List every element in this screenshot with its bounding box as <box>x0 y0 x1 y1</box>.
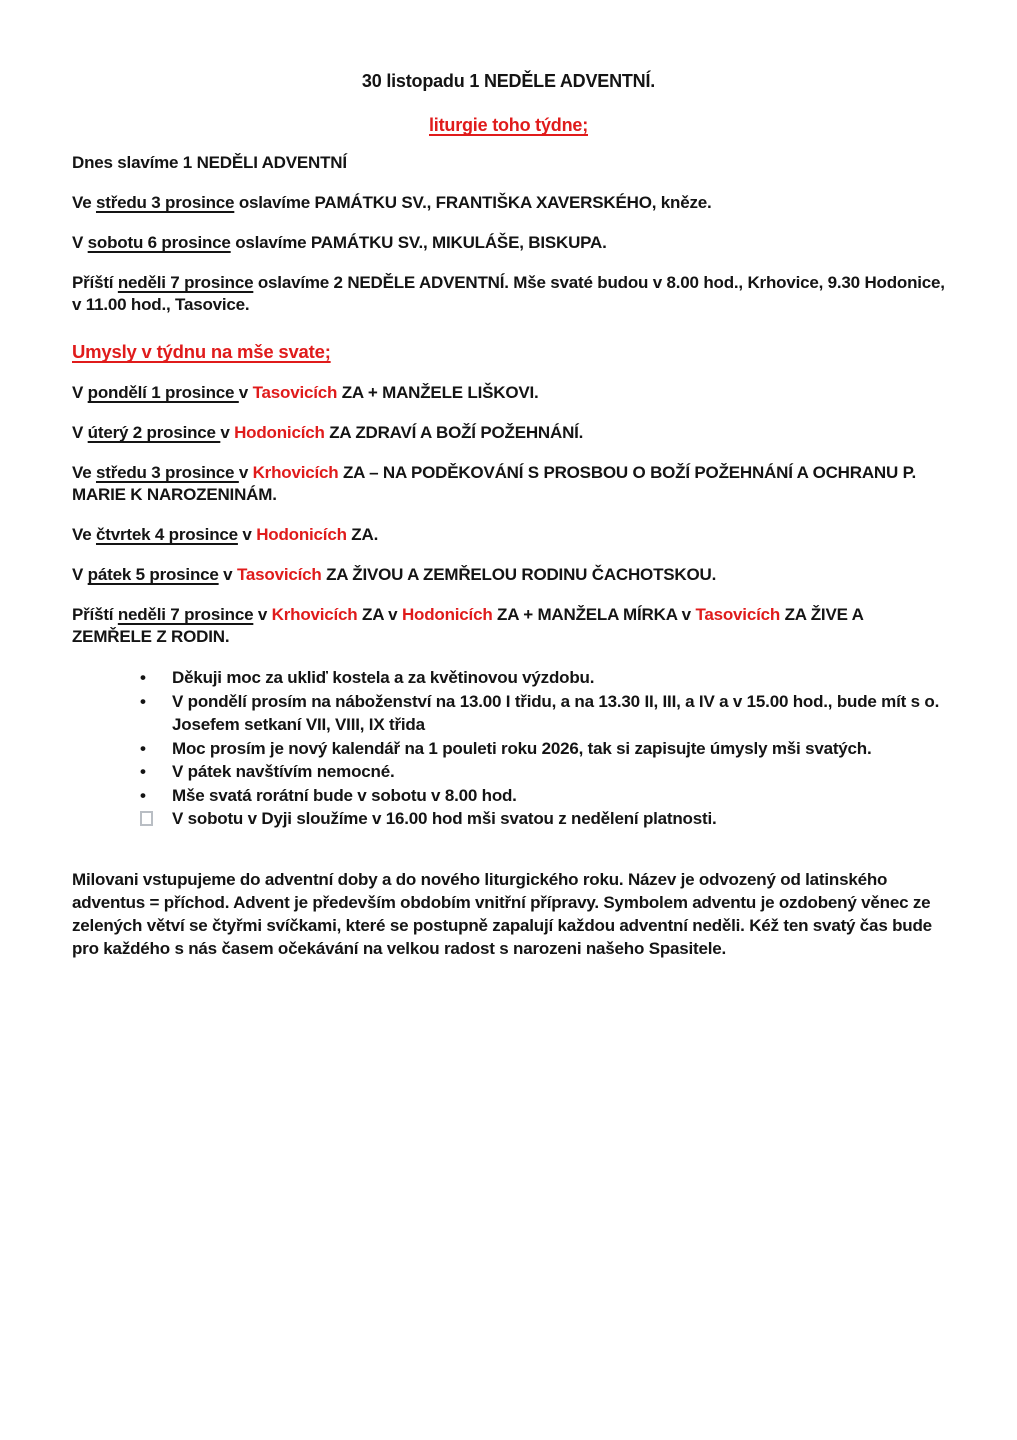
text-run: oslavíme PAMÁTKU SV., FRANTIŠKA XAVERSKÉHO, kněze. <box>234 193 712 212</box>
date-underlined: středu 3 prosince <box>95 193 235 212</box>
announcement-item <box>140 807 945 831</box>
place-name: Hodonicích <box>234 423 325 442</box>
text-run: V <box>72 233 88 252</box>
text-run: ZA ŽIVE A ZEMŘELE Z RODIN. <box>72 605 864 646</box>
date-underlined: úterý 2 prosince <box>87 423 221 442</box>
text-run: v <box>220 423 235 442</box>
text-run: Příští <box>72 273 118 292</box>
paragraph-thursday-intention <box>72 524 945 546</box>
date-underlined: středu 3 prosince <box>95 463 239 482</box>
text-run: Ve <box>72 525 96 544</box>
text-run: ZA v <box>357 605 402 624</box>
bullet-icon <box>140 784 160 808</box>
text-run: ZA + MANŽELE LIŠKOVI. <box>337 383 539 402</box>
paragraph-wednesday-feast <box>72 192 945 214</box>
announcement-text: V pondělí prosím na náboženství na 13.00 I třidu, a na 13.30 II, III, a IV a v 15.00 hod., bude mít s o. Josefem setkaní VII, VIII, IX třida <box>172 691 940 734</box>
text-run: Příští <box>72 605 118 624</box>
date-underlined: neděli 7 prosince <box>117 605 254 624</box>
paragraph-wednesday-intention <box>72 462 945 506</box>
announcement-text: Mše svatá rorátní bude v sobotu v 8.00 hod. <box>172 785 517 805</box>
place-name: Tasovicích <box>695 605 781 624</box>
text-run: ZA. <box>346 525 379 544</box>
missing-glyph-box-icon <box>140 811 153 826</box>
paragraph-next-sunday-intention <box>72 604 945 648</box>
date-underlined: pátek 5 prosince <box>87 565 219 584</box>
announcement-text: V pátek navštívím nemocné. <box>172 762 395 781</box>
place-name: Krhovicích <box>271 605 358 624</box>
paragraph-tuesday-intention <box>72 422 945 444</box>
date-underlined: neděli 7 prosince <box>117 273 254 292</box>
liturgy-heading: liturgie toho týdne; <box>429 115 588 135</box>
intentions-heading: Umysly v týdnu na mše svate; <box>72 341 331 362</box>
document-title: 30 listopadu 1 NEDĚLE ADVENTNÍ. <box>361 71 656 91</box>
bullet-icon <box>140 690 160 714</box>
text-run: oslavíme PAMÁTKU SV., MIKULÁŠE, BISKUPA. <box>230 233 607 252</box>
text-run: ZA + MANŽELA MÍRKA v <box>492 605 696 624</box>
bullet-icon <box>140 666 160 690</box>
closing-paragraph: Milovani vstupujeme do adventní doby a do nového liturgického roku. Název je odvozený od latinského adventus = příchod. Advent je především obdobím vnitřní přípravy. Symbolem adventu je ozdobený věnec ze zelených větví se čtyřmi svíčkami, které se postupně zapalují každou adventní neděli. Kéž ten svatý čas bude pro každého s nás časem očekávání na velkou radost s narozeni našeho Spasitele. <box>72 869 932 958</box>
paragraph-today-feast <box>72 152 945 174</box>
announcements-list <box>140 666 945 831</box>
text-run: v <box>238 463 253 482</box>
text-run: Ve <box>72 463 96 482</box>
text-run: Dnes slavíme 1 NEDĚLI ADVENTNÍ <box>72 153 347 172</box>
text-run: Ve <box>72 193 96 212</box>
text-run: v <box>238 383 253 402</box>
announcement-text: V sobotu v Dyji sloužíme v 16.00 hod mši svatou z nedělení platnosti. <box>172 809 717 828</box>
paragraph-next-sunday-feast <box>72 272 945 316</box>
text-run: ZA ZDRAVÍ A BOŽÍ POŽEHNÁNÍ. <box>324 423 584 442</box>
announcement-item <box>140 666 945 690</box>
announcement-item <box>140 690 945 737</box>
text-run: V <box>72 383 88 402</box>
text-run: ZA ŽIVOU A ZEMŘELOU RODINU ČACHOTSKOU. <box>321 565 717 584</box>
date-underlined: čtvrtek 4 prosince <box>95 525 238 544</box>
place-name: Hodonicích <box>256 525 347 544</box>
text-run: v <box>237 525 257 544</box>
announcement-item <box>140 760 945 784</box>
text-run: oslavíme 2 NEDĚLE ADVENTNÍ. Mše svaté budou v 8.00 hod., Krhovice, 9.30 Hodonice, v 11.00 hod., Tasovice. <box>72 273 945 314</box>
bullet-icon <box>140 760 160 784</box>
date-underlined: pondělí 1 prosince <box>87 383 239 402</box>
text-run: ZA – NA PODĚKOVÁNÍ S PROSBOU O BOŽÍ POŽEHNÁNÍ A OCHRANU P. MARIE K NAROZENINÁM. <box>72 463 917 504</box>
place-name: Hodonicích <box>401 605 493 624</box>
date-underlined: sobotu 6 prosince <box>87 233 231 252</box>
place-name: Tasovicích <box>236 565 322 584</box>
place-name: Tasovicích <box>252 383 338 402</box>
text-run: V <box>72 565 88 584</box>
paragraph-monday-intention <box>72 382 945 404</box>
paragraph-saturday-feast <box>72 232 945 254</box>
announcement-text: Děkuji moc za ukliď kostela a za květinovou výzdobu. <box>172 668 595 687</box>
text-run: v <box>253 605 272 624</box>
announcement-text: Moc prosím je nový kalendář na 1 pouleti roku 2026, tak si zapisujte úmysly mši svatých. <box>172 738 872 758</box>
bullet-icon <box>140 737 160 761</box>
text-run: V <box>72 423 88 442</box>
place-name: Krhovicích <box>252 463 339 482</box>
text-run: v <box>218 565 237 584</box>
paragraph-friday-intention <box>72 564 945 586</box>
announcement-item <box>140 737 945 761</box>
announcement-item <box>140 784 945 808</box>
